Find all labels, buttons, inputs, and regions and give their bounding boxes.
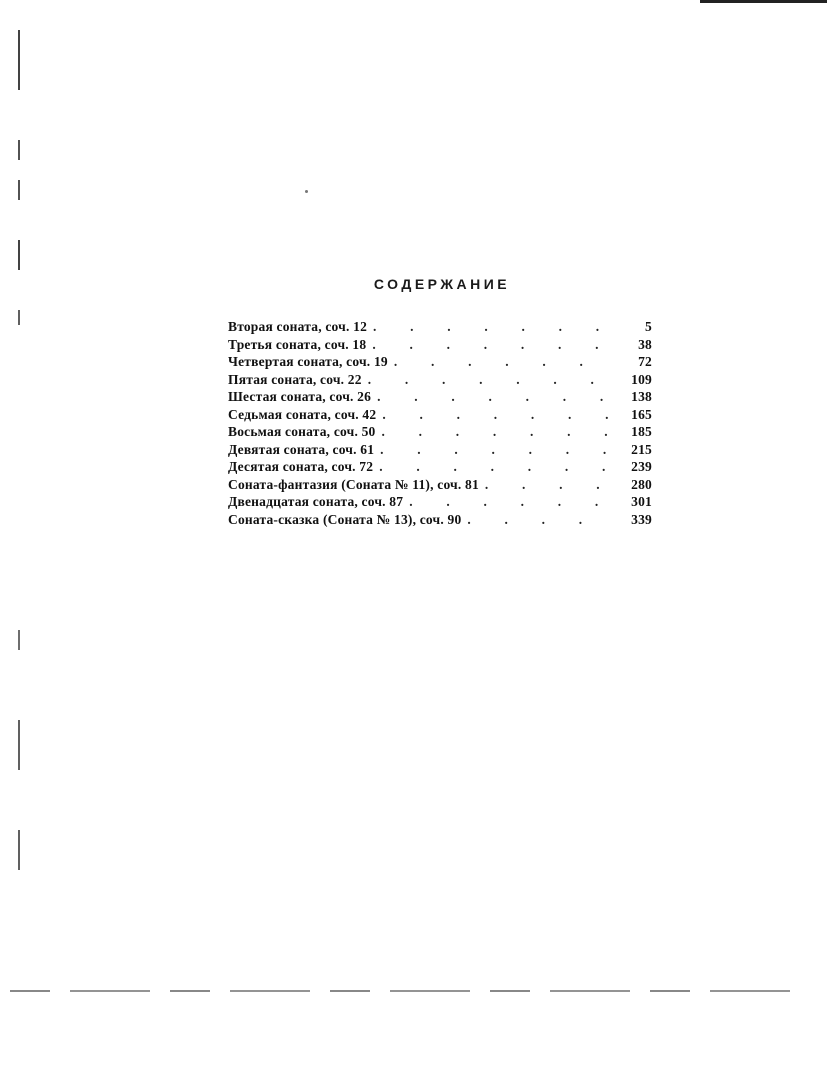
toc-page-number: 109 — [631, 371, 652, 387]
scan-edge-artifact — [18, 30, 20, 870]
toc-entry[interactable] — [228, 336, 652, 354]
toc-entry-title: Восьмая соната, соч. 50 — [228, 424, 376, 439]
toc-entry-title: Пятая соната, соч. 22 — [228, 371, 362, 387]
toc-dot-leader — [409, 493, 614, 511]
toc-entry[interactable] — [228, 318, 652, 336]
scan-speck — [305, 190, 308, 193]
toc-page-number: 339 — [631, 511, 652, 527]
toc-entry[interactable] — [228, 458, 652, 476]
toc-page-number: 165 — [631, 406, 652, 422]
toc-page-number: 280 — [631, 476, 652, 492]
toc-entry[interactable] — [228, 511, 652, 529]
toc-dot-leader — [372, 336, 614, 354]
toc-page-number: 215 — [631, 441, 652, 457]
toc-entry[interactable] — [228, 371, 652, 389]
toc-dot-leader — [368, 371, 614, 389]
toc-entry[interactable] — [228, 388, 652, 406]
toc-entry-title: Третья соната, соч. 18 — [228, 336, 367, 352]
toc-dot-leader — [394, 353, 614, 371]
toc-entry-title: Соната-сказка (Соната № 13), соч. 90 — [228, 511, 462, 527]
scan-top-edge-artifact — [700, 0, 827, 3]
toc-entry[interactable] — [228, 423, 652, 441]
toc-entry-title: Шестая соната, соч. 26 — [228, 389, 372, 404]
toc-dot-leader — [379, 458, 614, 476]
page-title: СОДЕРЖАНИЕ — [373, 276, 511, 292]
toc-entry-title: Девятая соната, соч. 61 — [228, 441, 375, 457]
toc-entry[interactable] — [228, 353, 652, 371]
toc-dot-leader — [380, 441, 614, 459]
toc-dot-leader — [485, 476, 614, 494]
toc-entry-title: Двенадцатая соната, соч. 87 — [228, 494, 404, 509]
toc-entry-title: Вторая соната, соч. 12 — [228, 319, 368, 334]
toc-page-number: 72 — [638, 354, 652, 369]
toc-entry[interactable] — [228, 493, 652, 511]
toc-entry-title: Десятая соната, соч. 72 — [228, 459, 374, 474]
toc-page-number: 138 — [631, 389, 652, 404]
toc-dot-leader — [467, 511, 614, 529]
toc-entry-title: Седьмая соната, соч. 42 — [228, 406, 377, 422]
toc-entry-title: Четвертая соната, соч. 19 — [228, 354, 388, 369]
toc-page-number: 185 — [631, 424, 652, 439]
toc-dot-leader — [377, 388, 614, 406]
toc-dot-leader — [373, 318, 614, 336]
toc-page-number: 301 — [631, 494, 652, 509]
toc-entry[interactable] — [228, 476, 652, 494]
toc-entry[interactable] — [228, 406, 652, 424]
scan-bottom-edge-artifact — [10, 990, 810, 992]
toc-page-number: 38 — [638, 336, 652, 352]
toc-page-number: 5 — [645, 319, 652, 334]
toc-page-number: 239 — [631, 459, 652, 474]
toc-dot-leader — [382, 423, 615, 441]
toc-entry[interactable] — [228, 441, 652, 459]
toc-entry-title: Соната-фантазия (Соната № 11), соч. 81 — [228, 476, 479, 492]
toc-dot-leader — [382, 406, 614, 424]
table-of-contents — [228, 318, 652, 528]
